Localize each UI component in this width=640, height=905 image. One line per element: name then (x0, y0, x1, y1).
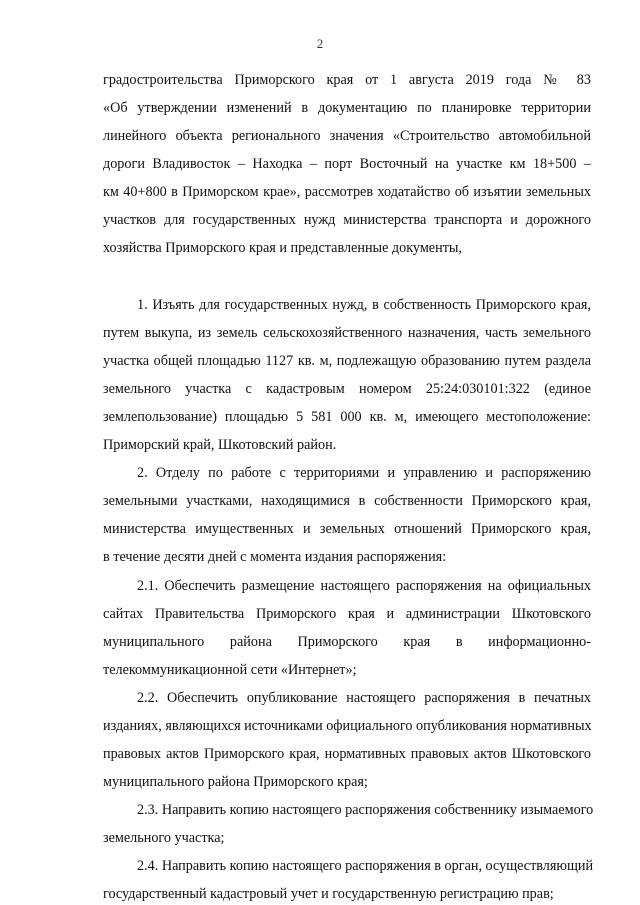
item-2-2-line: изданиях, являющихся источниками официального опубликования нормативных (103, 718, 592, 734)
item-1-line: путем выкупа, из земель сельскохозяйственного назначения, часть земельного (103, 325, 591, 341)
item-2-1-line: телекоммуникационной сети «Интернет»; (103, 662, 357, 678)
item-2-2-line: 2.2. Обеспечить опубликование настоящего распоряжения в печатных (137, 690, 591, 706)
item-2-2-line: муниципального района Приморского края; (103, 774, 368, 790)
preamble-line: участков для государственных нужд министерства транспорта и дорожного (103, 212, 591, 228)
preamble-line: дороги Владивосток – Находка – порт Восточный на участке км 18+500 – (103, 156, 591, 172)
preamble-line: хозяйства Приморского края и представленные документы, (103, 240, 462, 256)
item-2-3-line: земельного участка; (103, 830, 225, 846)
preamble-line: градостроительства Приморского края от 1 августа 2019 года № 83 (103, 72, 591, 88)
item-2-4-line: 2.4. Направить копию настоящего распоряжения в орган, осуществляющий (137, 858, 594, 874)
item-2-line: земельными участками, находящимися в собственности Приморского края, (103, 493, 591, 509)
item-1-line: участка общей площадью 1127 кв. м, подлежащую образованию путем раздела (103, 353, 591, 369)
item-2-1-line: 2.1. Обеспечить размещение настоящего распоряжения на официальных (137, 578, 591, 594)
item-2-line: министерства имущественных и земельных отношений Приморского края, (103, 521, 591, 537)
item-2-line: в течение десяти дней с момента издания распоряжения: (103, 549, 447, 565)
page-number: 2 (316, 36, 324, 51)
item-2-3-line: 2.3. Направить копию настоящего распоряжения собственнику изымаемого (137, 802, 594, 818)
item-2-1-line: муниципального района Приморского края в информационно- (103, 634, 591, 650)
item-1-line: 1. Изъять для государственных нужд, в собственность Приморского края, (137, 297, 591, 313)
item-2-4-line: государственный кадастровый учет и государственную регистрацию прав; (103, 886, 554, 902)
preamble-line: «Об утверждении изменений в документацию по планировке территории (103, 100, 591, 116)
item-1-line: Приморский край, Шкотовский район. (103, 437, 337, 453)
item-2-line: 2. Отделу по работе с территориями и управлению и распоряжению (137, 465, 591, 481)
item-2-1-line: сайтах Правительства Приморского края и администрации Шкотовского (103, 606, 591, 622)
preamble-line: км 40+800 в Приморском крае», рассмотрев ходатайство об изъятии земельных (103, 184, 591, 200)
item-1-line: землепользование) площадью 5 581 000 кв. м, имеющего местоположение: (103, 409, 591, 425)
item-2-2-line: правовых актов Приморского края, нормативных правовых актов Шкотовского (103, 746, 591, 762)
preamble-line: линейного объекта регионального значения «Строительство автомобильной (103, 128, 591, 144)
item-1-line: земельного участка с кадастровым номером 25:24:030101:322 (единое (103, 381, 591, 397)
